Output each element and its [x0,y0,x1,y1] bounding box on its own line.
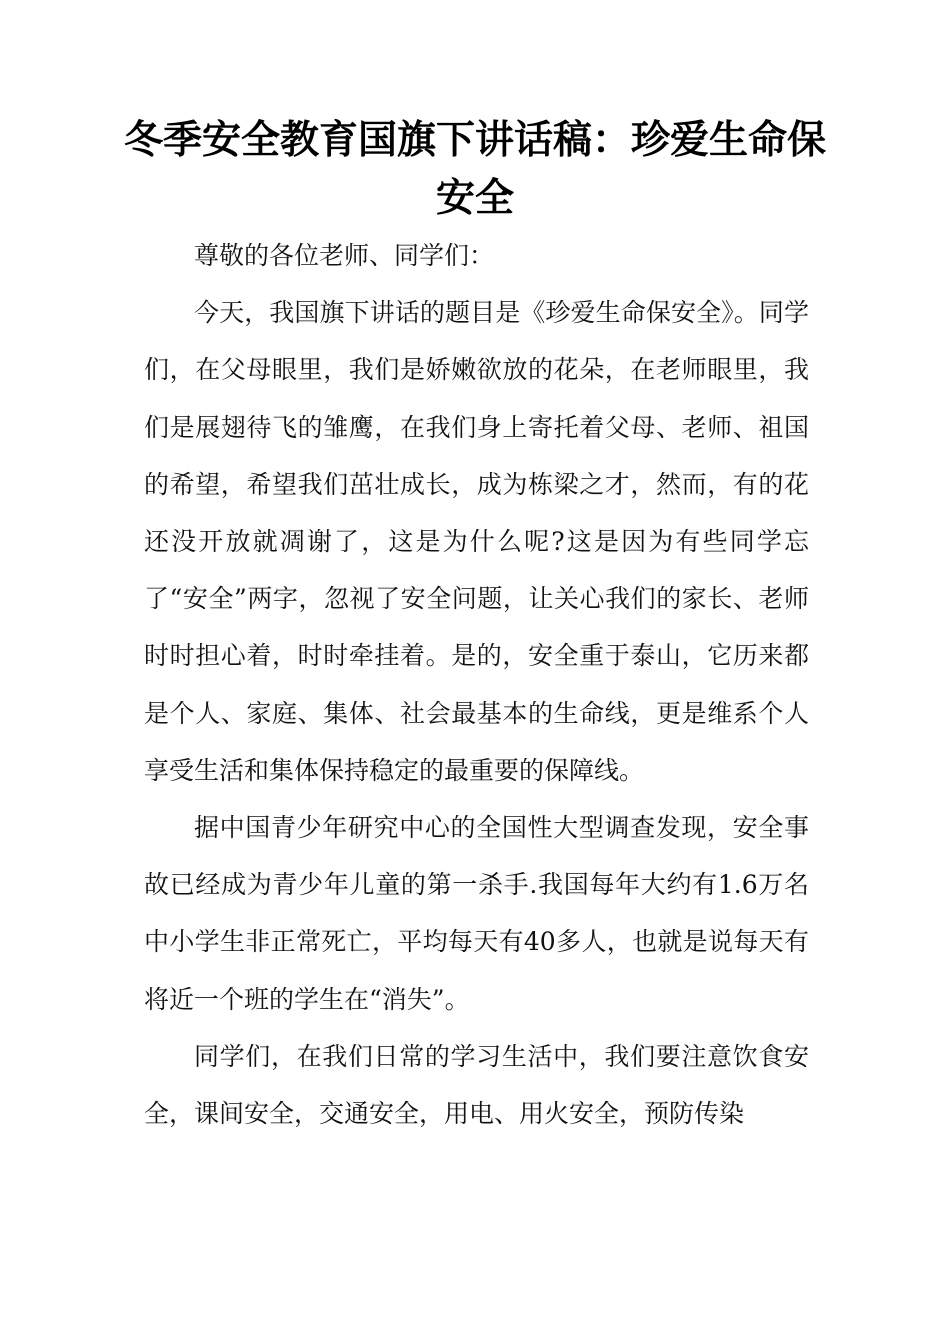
body-paragraph: 据中国青少年研究中心的全国性大型调查发现，安全事故已经成为青少年儿童的第一杀手.我国每年大约有1.6万名中小学生非正常死亡，平均每天有40多人，也就是说每天有将近一个班的学生在“消失”。 [144,813,809,1014]
salutation-paragraph: 尊敬的各位老师、同学们： [194,241,495,270]
body-paragraph: 同学们，在我们日常的学习生活中，我们要注意饮食安全，课间安全，交通安全，用电、用火安全，预防传染 [144,1041,809,1129]
body-paragraph: 今天，我国旗下讲话的题目是《珍爱生命保安全》。同学们，在父母眼里，我们是娇嫩欲放的花朵，在老师眼里，我们是展翅待飞的雏鹰，在我们身上寄托着父母、老师、祖国的希望，希望我们茁壮成长，成为栋梁之才，然而，有的花还没开放就凋谢了，这是为什么呢?这是因为有些同学忘了“安全”两字，忽视了安全问题，让关心我们的家长、老师时时担心着，时时牵挂着。是的，安全重于泰山，它历来都是个人、家庭、集体、社会最基本的生命线，更是维系个人享受生活和集体保持稳定的最重要的保障线。 [144,298,809,785]
document-title: 冬季安全教育国旗下讲话稿：珍爱生命保安全 [123,118,826,221]
document-body [144,227,809,1142]
